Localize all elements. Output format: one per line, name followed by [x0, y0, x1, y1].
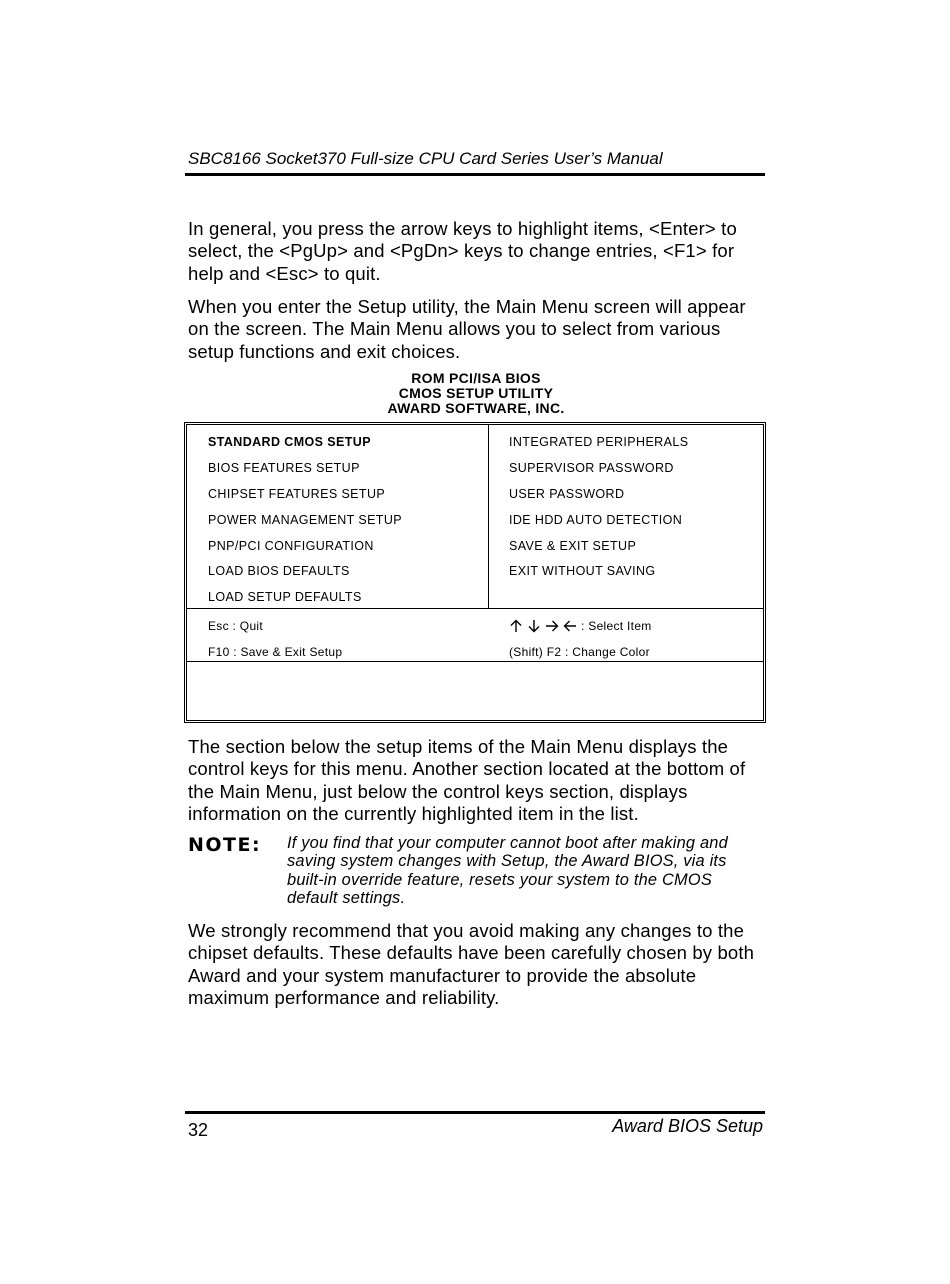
bios-menu-right-column [509, 434, 688, 589]
bios-menu-item-pnp-pci-configuration[interactable]: PNP/PCI CONFIGURATION [208, 538, 374, 553]
paragraph-control-keys-description: The section below the setup items of the Main Menu displays the control keys for this menu. Another section located at the bottom of the Main Menu, just below the control keys section, displays information on the currently highlighted item in the list. [188, 736, 746, 824]
page-number: 32 [188, 1120, 209, 1140]
bios-menu-item-user-password[interactable]: USER PASSWORD [509, 486, 625, 501]
key-hint-f10-save-exit: F10 : Save & Exit Setup [208, 645, 343, 659]
bios-title-line: CMOS SETUP UTILITY [398, 385, 554, 401]
key-hint-select-item [509, 619, 652, 633]
header-rule [185, 173, 765, 176]
paragraph-recommendation: We strongly recommend that you avoid making any changes to the chipset defaults. These defaults have been carefully chosen by both Award and your system manufacturer to provide the absolute maximum performance and reliability. [188, 920, 755, 1008]
footer-rule [185, 1111, 765, 1114]
bios-menu-item-supervisor-password[interactable]: SUPERVISOR PASSWORD [509, 460, 674, 475]
bios-menu-item-load-bios-defaults[interactable]: LOAD BIOS DEFAULTS [208, 564, 350, 579]
key-hint-esc-quit: Esc : Quit [208, 619, 264, 633]
bios-menu-item-save-exit-setup[interactable]: SAVE & EXIT SETUP [509, 538, 637, 553]
bios-menu-left-column [208, 434, 402, 615]
bios-menu-item-integrated-peripherals[interactable]: INTEGRATED PERIPHERALS [509, 435, 689, 449]
arrow-keys-icons [509, 619, 577, 633]
bios-screen-title [188, 371, 764, 416]
arrow-right-icon [545, 619, 559, 633]
bios-menu-item-exit-without-saving[interactable]: EXIT WITHOUT SAVING [509, 564, 656, 579]
bios-menu-item-bios-features-setup[interactable]: BIOS FEATURES SETUP [208, 460, 360, 475]
bios-menu-item-load-setup-defaults[interactable]: LOAD SETUP DEFAULTS [208, 590, 362, 605]
bios-menu-item-power-management-setup[interactable]: POWER MANAGEMENT SETUP [208, 512, 403, 527]
bios-menu-item-standard-cmos-setup[interactable]: STANDARD CMOS SETUP [208, 435, 371, 449]
bios-menu-item-chipset-features-setup[interactable]: CHIPSET FEATURES SETUP [208, 486, 386, 501]
bios-main-menu-screen [184, 422, 766, 723]
note-text: If you find that your computer cannot boot after making and saving system changes with Setup, the Award BIOS, via its built-in override feature, resets your system to the CMOS default settings. [287, 834, 728, 907]
bios-menu-section [187, 425, 763, 609]
paragraph-main-menu-intro: When you enter the Setup utility, the Main Menu screen will appear on the screen. The Main Menu allows you to select from various setup functions and exit choices. [188, 296, 746, 362]
arrow-left-icon [563, 619, 577, 633]
arrow-up-icon [509, 619, 523, 633]
select-item-label: : Select Item [581, 619, 652, 633]
arrow-down-icon [527, 619, 541, 633]
bios-control-keys-section [187, 609, 763, 662]
bios-menu-item-ide-hdd-auto-detection[interactable]: IDE HDD AUTO DETECTION [509, 512, 683, 527]
bios-title-line: ROM PCI/ISA BIOS [411, 370, 541, 386]
bios-title-line: AWARD SOFTWARE, INC. [387, 400, 565, 416]
note-label: NOTE: [188, 834, 262, 856]
key-hint-change-color: (Shift) F2 : Change Color [509, 645, 650, 659]
paragraph-navigation-keys: In general, you press the arrow keys to highlight items, <Enter> to select, the <PgUp> and <PgDn> keys to change entries, <F1> for help and <Esc> to quit. [188, 218, 737, 284]
footer-section-title: Award BIOS Setup [612, 1116, 763, 1136]
running-header: SBC8166 Socket370 Full-size CPU Card Series User’s Manual [188, 149, 663, 168]
bios-column-divider [488, 425, 489, 608]
